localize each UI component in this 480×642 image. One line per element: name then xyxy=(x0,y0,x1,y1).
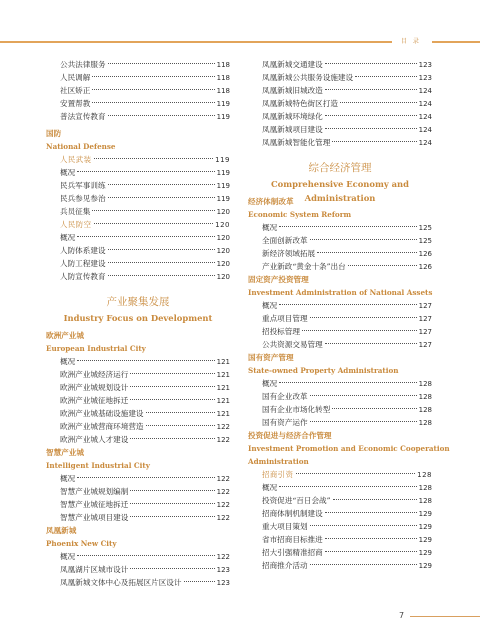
leader-dots xyxy=(77,236,214,237)
toc-entry-label: 凤凰湖片区城市设计 xyxy=(60,565,129,574)
leader-dots xyxy=(184,581,215,582)
toc-page-number: 120 xyxy=(216,234,230,242)
toc-page-number: 119 xyxy=(216,195,230,203)
toc-entry[interactable] xyxy=(248,559,432,572)
toc-entry[interactable] xyxy=(46,368,230,381)
header-label: 目 录 xyxy=(401,38,421,45)
toc-entry-label: 民兵参见参治 xyxy=(60,194,106,203)
toc-page-number: 118 xyxy=(216,61,230,69)
toc-page-number: 124 xyxy=(418,100,432,108)
toc-page-number: 121 xyxy=(216,358,230,366)
section-title-en: Phoenix New City xyxy=(46,539,117,548)
toc-list xyxy=(46,58,230,123)
major-section-title-cn: 产业聚集发展 xyxy=(106,296,170,308)
toc-entry[interactable] xyxy=(248,481,432,494)
toc-entry-label: 概况 xyxy=(60,233,76,242)
toc-entry-label: 省市招商目标推进 xyxy=(262,535,323,544)
leader-dots xyxy=(92,102,214,103)
toc-entry-label: 普法宣传教育 xyxy=(60,112,106,121)
toc-page-number: 118 xyxy=(216,74,230,82)
major-section-title-cn: 综合经济管理 xyxy=(308,162,372,174)
leader-dots xyxy=(130,516,214,517)
toc-entry[interactable] xyxy=(248,494,432,507)
leader-dots xyxy=(108,115,215,116)
toc-page-number: 129 xyxy=(418,549,432,557)
leader-dots xyxy=(130,373,214,374)
toc-page-number: 122 xyxy=(216,553,230,561)
leader-dots xyxy=(325,343,417,344)
toc-subsection-label: 人民武装 xyxy=(60,155,92,164)
leader-dots xyxy=(279,226,416,227)
toc-entry-label: 概况 xyxy=(262,223,278,232)
toc-entry-label: 新经济领域拓展 xyxy=(262,249,316,258)
toc-entry-label: 人防工程建设 xyxy=(60,259,106,268)
toc-entry[interactable] xyxy=(46,58,230,71)
toc-entry[interactable] xyxy=(248,110,432,123)
leader-dots xyxy=(340,102,417,103)
toc-entry[interactable] xyxy=(46,110,230,123)
leader-dots xyxy=(77,360,214,361)
leader-dots xyxy=(108,63,215,64)
toc-list xyxy=(46,472,230,524)
toc-page-number: 121 xyxy=(216,371,230,379)
toc-entry[interactable] xyxy=(46,472,230,485)
toc-entry-label: 国有企业市场化转型 xyxy=(262,405,331,414)
toc-entry[interactable] xyxy=(248,234,432,247)
toc-entry[interactable] xyxy=(46,257,230,270)
toc-page-number: 119 xyxy=(215,156,230,164)
toc-entry-label: 概况 xyxy=(60,168,76,177)
toc-entry-label: 概况 xyxy=(60,474,76,483)
leader-dots xyxy=(325,538,417,539)
toc-page-number: 124 xyxy=(418,126,432,134)
toc-entry[interactable] xyxy=(46,244,230,257)
toc-page-number: 128 xyxy=(418,380,432,388)
leader-dots xyxy=(130,438,214,439)
leader-dots xyxy=(279,304,416,305)
section-title-en: Investment Promotion and Economic Cooperation xyxy=(248,444,450,453)
toc-entry[interactable] xyxy=(46,498,230,511)
leader-dots xyxy=(296,473,416,474)
toc-entry[interactable] xyxy=(248,71,432,84)
toc-page-number: 120 xyxy=(216,208,230,216)
leader-dots xyxy=(130,399,214,400)
toc-entry[interactable] xyxy=(46,511,230,524)
toc-entry[interactable] xyxy=(248,221,432,234)
toc-list xyxy=(248,221,432,273)
leader-dots xyxy=(92,210,214,211)
toc-page-number: 122 xyxy=(216,501,230,509)
leader-dots xyxy=(92,76,214,77)
toc-page-number: 121 xyxy=(216,384,230,392)
leader-dots xyxy=(310,239,417,240)
toc-entry-label: 欧洲产业城基础设施建设 xyxy=(60,409,144,418)
toc-page-number: 120 xyxy=(215,221,230,229)
toc-page-number: 119 xyxy=(216,182,230,190)
leader-dots xyxy=(332,408,416,409)
leader-dots xyxy=(92,89,214,90)
toc-page-number: 118 xyxy=(216,87,230,95)
footer-rule xyxy=(410,616,480,617)
leader-dots xyxy=(355,76,417,77)
leader-dots xyxy=(94,158,214,159)
section-title-en: National Defense xyxy=(46,142,116,151)
leader-dots xyxy=(325,551,417,552)
toc-entry-label: 安置帮教 xyxy=(60,99,91,108)
leader-dots xyxy=(108,249,215,250)
leader-dots xyxy=(108,275,215,276)
section-title-cn: 固定资产投资管理 xyxy=(248,275,309,284)
toc-entry-label: 全面创新改革 xyxy=(262,236,308,245)
toc-entry-label: 概况 xyxy=(60,357,76,366)
toc-entry[interactable] xyxy=(248,260,432,273)
toc-page-number: 121 xyxy=(216,397,230,405)
toc-entry[interactable] xyxy=(248,520,432,533)
toc-page-number: 128 xyxy=(418,497,432,505)
toc-page-number: 129 xyxy=(418,562,432,570)
toc-entry-label: 招商体制机制建设 xyxy=(262,509,323,518)
toc-entry-label: 欧洲产业城人才建设 xyxy=(60,435,129,444)
toc-entry[interactable] xyxy=(248,416,432,429)
toc-subsection[interactable] xyxy=(46,153,230,166)
leader-dots xyxy=(77,171,214,172)
leader-dots xyxy=(130,490,214,491)
leader-dots xyxy=(146,425,215,426)
toc-subsection[interactable] xyxy=(46,218,230,231)
toc-page-number: 120 xyxy=(216,260,230,268)
header-rule-tail xyxy=(432,41,480,43)
toc-list xyxy=(248,299,432,351)
leader-dots xyxy=(325,115,417,116)
toc-entry[interactable] xyxy=(248,247,432,260)
toc-list xyxy=(46,355,230,446)
toc-entry[interactable] xyxy=(248,325,432,338)
leader-dots xyxy=(146,412,215,413)
section-title-cn: 投资促进与经济合作管理 xyxy=(248,431,332,440)
leader-dots xyxy=(310,395,417,396)
toc-entry[interactable] xyxy=(46,407,230,420)
toc-page-number: 127 xyxy=(418,315,432,323)
toc-entry[interactable] xyxy=(46,84,230,97)
toc-entry[interactable] xyxy=(248,377,432,390)
toc-entry[interactable] xyxy=(248,403,432,416)
toc-page-number: 122 xyxy=(216,514,230,522)
toc-page-number: 128 xyxy=(418,406,432,414)
toc-page-number: 128 xyxy=(418,419,432,427)
leader-dots xyxy=(325,512,417,513)
toc-list xyxy=(248,377,432,429)
toc-entry-label: 国有资产运作 xyxy=(262,418,308,427)
toc-entry[interactable] xyxy=(46,166,230,179)
leader-dots xyxy=(77,555,214,556)
leader-dots xyxy=(317,252,416,253)
toc-entry-label: 凤凰新城公共服务设施建设 xyxy=(262,73,354,82)
major-section-title-en: Industry Focus on Development xyxy=(63,313,213,323)
leader-dots xyxy=(325,89,417,90)
toc-list xyxy=(46,166,230,218)
toc-page-number: 119 xyxy=(216,169,230,177)
toc-entry[interactable] xyxy=(46,205,230,218)
section-title-en: Intelligent Industrial City xyxy=(46,461,150,470)
toc-entry[interactable] xyxy=(248,390,432,403)
toc-entry[interactable] xyxy=(46,394,230,407)
leader-dots xyxy=(348,265,417,266)
leader-dots xyxy=(302,330,417,331)
toc-entry[interactable] xyxy=(46,97,230,110)
toc-right-column xyxy=(248,58,450,572)
toc-entry[interactable] xyxy=(248,312,432,325)
toc-page-number: 122 xyxy=(216,475,230,483)
toc-entry-label: 重大项目策划 xyxy=(262,522,308,531)
toc-entry-label: 智慧产业城征地拆迁 xyxy=(60,500,129,509)
toc-entry-label: 兵员征集 xyxy=(60,207,91,216)
toc-entry-label: 欧洲产业城征地拆迁 xyxy=(60,396,129,405)
toc-entry-label: 人防体系建设 xyxy=(60,246,106,255)
toc-entry-label: 欧洲产业城经济运行 xyxy=(60,370,129,379)
section-title-en: European Industrial City xyxy=(46,344,146,353)
toc-page-number: 127 xyxy=(418,328,432,336)
leader-dots xyxy=(108,262,215,263)
toc-entry-label: 招大引强精准招商 xyxy=(262,548,323,557)
toc-entry[interactable] xyxy=(46,71,230,84)
leader-dots xyxy=(310,421,417,422)
toc-page-number: 129 xyxy=(418,510,432,518)
toc-page-number: 128 xyxy=(417,471,432,479)
toc-entry-label: 社区矫正 xyxy=(60,86,91,95)
toc-entry-label: 智慧产业城规划编制 xyxy=(60,487,129,496)
toc-entry[interactable] xyxy=(46,192,230,205)
toc-entry-label: 概况 xyxy=(262,379,278,388)
toc-entry-label: 凤凰新城智能化管理 xyxy=(262,138,331,147)
toc-left-column xyxy=(46,58,230,589)
toc-entry[interactable] xyxy=(248,299,432,312)
toc-entry-label: 凤凰新城特色街区打造 xyxy=(262,99,338,108)
leader-dots xyxy=(130,386,214,387)
leader-dots xyxy=(310,564,417,565)
toc-page-number: 122 xyxy=(216,436,230,444)
toc-entry[interactable] xyxy=(46,550,230,563)
header-rule xyxy=(0,41,392,43)
toc-subsection-label: 人民防空 xyxy=(60,220,92,229)
page-number: 7 xyxy=(399,611,405,620)
toc-entry-label: 欧洲产业城营商环境营造 xyxy=(60,422,144,431)
toc-entry[interactable] xyxy=(248,136,432,149)
toc-entry[interactable] xyxy=(248,84,432,97)
toc-page-number: 129 xyxy=(418,536,432,544)
leader-dots xyxy=(310,525,417,526)
leader-dots xyxy=(279,382,416,383)
toc-entry-label: 重点项目管理 xyxy=(262,314,308,323)
toc-page-number: 122 xyxy=(216,488,230,496)
toc-list xyxy=(248,481,432,572)
toc-entry[interactable] xyxy=(46,179,230,192)
leader-dots xyxy=(332,141,416,142)
toc-entry[interactable] xyxy=(248,58,432,71)
toc-entry-label: 人防宣传教育 xyxy=(60,272,106,281)
toc-entry-label: 产业新政“黄金十条”出台 xyxy=(262,262,346,271)
toc-entry-label: 凤凰新城交通建设 xyxy=(262,60,323,69)
toc-entry-label: 欧洲产业城规划设计 xyxy=(60,383,129,392)
section-title-cn: 国有资产管理 xyxy=(248,353,294,362)
toc-page-number: 128 xyxy=(418,484,432,492)
toc-page-number: 127 xyxy=(418,302,432,310)
toc-entry[interactable] xyxy=(46,355,230,368)
toc-page-number: 125 xyxy=(418,224,432,232)
toc-list xyxy=(46,550,230,589)
toc-entry[interactable] xyxy=(46,420,230,433)
toc-entry[interactable] xyxy=(46,433,230,446)
section-title-en: State-owned Property Administration xyxy=(248,366,399,375)
toc-page-number: 126 xyxy=(418,250,432,258)
toc-page-number: 120 xyxy=(216,273,230,281)
toc-entry-label: 招商推介活动 xyxy=(262,561,308,570)
toc-page-number: 124 xyxy=(418,87,432,95)
leader-dots xyxy=(130,503,214,504)
toc-page-number: 121 xyxy=(216,410,230,418)
toc-page-number: 120 xyxy=(216,247,230,255)
toc-entry[interactable] xyxy=(248,123,432,136)
toc-entry-label: 凤凰新城旧城改造 xyxy=(262,86,323,95)
leader-dots xyxy=(94,223,214,224)
section-title-en-cont: Administration xyxy=(248,457,309,466)
leader-dots xyxy=(108,197,215,198)
toc-page-number: 128 xyxy=(418,393,432,401)
toc-entry[interactable] xyxy=(248,546,432,559)
leader-dots xyxy=(310,317,417,318)
section-title-cn: 国防 xyxy=(46,129,62,138)
toc-entry[interactable] xyxy=(248,533,432,546)
toc-page-number: 119 xyxy=(216,100,230,108)
leader-dots xyxy=(325,63,417,64)
toc-page-number: 123 xyxy=(216,566,230,574)
toc-page-number: 123 xyxy=(216,579,230,587)
leader-dots xyxy=(108,184,215,185)
toc-page-number: 129 xyxy=(418,523,432,531)
toc-entry-label: 概况 xyxy=(262,301,278,310)
leader-dots xyxy=(130,568,214,569)
major-section-heading xyxy=(46,293,230,325)
toc-list xyxy=(248,58,432,149)
toc-entry-label: 凤凰新城文体中心及拓展区片区设计 xyxy=(60,578,182,587)
toc-page-number: 124 xyxy=(418,113,432,121)
toc-entry[interactable] xyxy=(46,381,230,394)
toc-entry[interactable] xyxy=(248,507,432,520)
toc-entry[interactable] xyxy=(46,485,230,498)
toc-entry-label: 投资促进“百日会战” xyxy=(262,496,331,505)
toc-entry[interactable] xyxy=(46,563,230,576)
toc-list xyxy=(46,231,230,283)
toc-page-number: 127 xyxy=(418,341,432,349)
toc-entry-label: 公共资源交易管理 xyxy=(262,340,323,349)
leader-dots xyxy=(333,499,417,500)
section-title-cn: 欧洲产业城 xyxy=(46,331,84,340)
leader-dots xyxy=(279,486,416,487)
toc-entry-label: 概况 xyxy=(262,483,278,492)
toc-entry-label: 概况 xyxy=(60,552,76,561)
toc-page-number: 123 xyxy=(418,61,432,69)
section-title-en: Economic System Reform xyxy=(248,210,352,219)
toc-entry[interactable] xyxy=(46,576,230,589)
toc-page-number: 123 xyxy=(418,74,432,82)
toc-entry-label: 人民调解 xyxy=(60,73,91,82)
toc-entry-label: 民兵军事训练 xyxy=(60,181,106,190)
section-title-cn: 经济体制改革 xyxy=(248,197,294,206)
toc-page-number: 122 xyxy=(216,423,230,431)
toc-subsection[interactable] xyxy=(248,468,432,481)
toc-entry-label: 凤凰新城环境绿化 xyxy=(262,112,323,121)
section-title-cn: 凤凰新城 xyxy=(46,526,77,535)
toc-subsection-label: 招商引资 xyxy=(262,470,294,479)
toc-entry-label: 智慧产业城项目建设 xyxy=(60,513,129,522)
section-title-cn: 智慧产业城 xyxy=(46,448,84,457)
toc-page-number: 124 xyxy=(418,139,432,147)
leader-dots xyxy=(77,477,214,478)
leader-dots xyxy=(325,128,417,129)
toc-page-number: 126 xyxy=(418,263,432,271)
toc-page-number: 125 xyxy=(418,237,432,245)
toc-entry[interactable] xyxy=(248,338,432,351)
toc-entry-label: 招投标管理 xyxy=(262,327,300,336)
section-title-en: Investment Administration of National Assets xyxy=(248,288,433,297)
toc-page-number: 119 xyxy=(216,113,230,121)
toc-entry-label: 国有企业改革 xyxy=(262,392,308,401)
major-section-title-en: Comprehensive Economy and Administration xyxy=(271,179,409,203)
toc-entry[interactable] xyxy=(46,231,230,244)
toc-entry-label: 凤凰新城项目建设 xyxy=(262,125,323,134)
toc-entry[interactable] xyxy=(46,270,230,283)
toc-entry-label: 公共法律服务 xyxy=(60,60,106,69)
toc-entry[interactable] xyxy=(248,97,432,110)
